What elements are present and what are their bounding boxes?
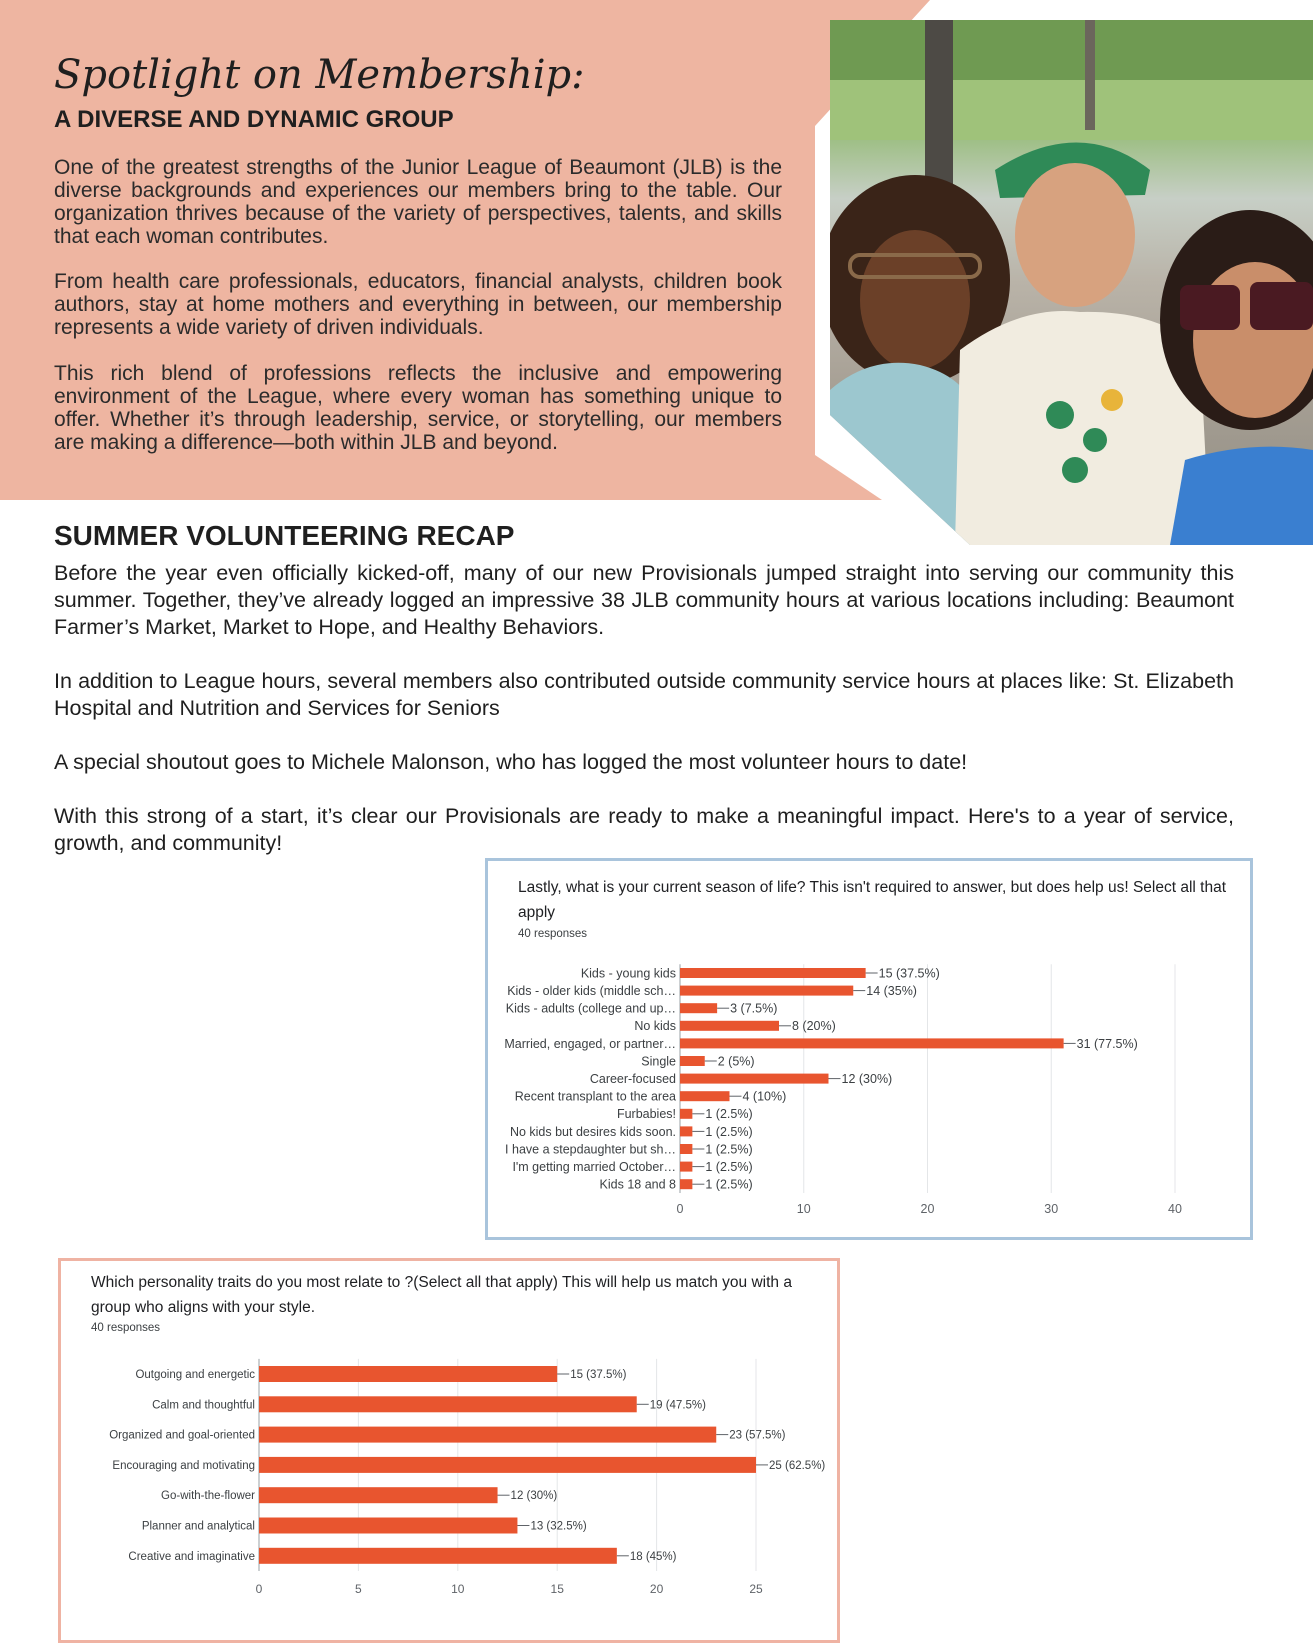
recap-heading: SUMMER VOLUNTEERING RECAP	[54, 520, 515, 551]
data-label: 18 (45%)	[629, 1550, 677, 1563]
bar	[259, 1366, 557, 1382]
bar	[259, 1427, 716, 1443]
chart-response-count: 40 responses	[518, 928, 588, 940]
spotlight-paragraph: One of the greatest strengths of the Junior League of Beaumont (JLB) is the diverse backgrounds and experiences our members bring to the table. Our organization thrives because of the variety of perspectives, talents, and skills that each woman contributes.	[54, 156, 782, 248]
x-tick-label: 20	[649, 1581, 664, 1596]
bar	[259, 1457, 756, 1473]
bar	[680, 1003, 717, 1013]
category-label: Recent transplant to the area	[514, 1089, 676, 1104]
data-label: 12 (30%)	[510, 1490, 558, 1503]
data-label: 23 (57.5%)	[729, 1429, 786, 1442]
category-label: Kids - older kids (middle sch…	[507, 983, 676, 998]
season-of-life-bar-chart	[488, 861, 1250, 1237]
data-label: 1 (2.5%)	[705, 1107, 753, 1122]
data-label: 19 (47.5%)	[649, 1399, 706, 1412]
bar	[680, 1109, 692, 1119]
x-tick-label: 10	[451, 1581, 465, 1596]
bar	[680, 1162, 692, 1172]
data-label: 13 (32.5%)	[530, 1520, 587, 1533]
category-label: No kids	[634, 1019, 676, 1034]
recap-paragraph: Before the year even officially kicked-off, many of our new Provisionals jumped straight into serving our community this summer. Together, they’ve already logged an impressive 38 JLB community hours at various locations including: Beaumont Farmer’s Market, Market to Hope, and Healthy Behaviors.	[54, 561, 1234, 639]
x-tick-label: 25	[749, 1581, 763, 1596]
data-label: 15 (37.5%)	[570, 1369, 627, 1382]
season-of-life-chart-panel	[485, 858, 1253, 1240]
spotlight-paragraph: From health care professionals, educators, financial analysts, children book authors, stay at home mothers and everything in between, our membership represents a wide variety of driven individuals.	[54, 270, 782, 339]
bar	[680, 1074, 829, 1084]
data-label: 2 (5%)	[717, 1054, 755, 1069]
bar	[680, 1056, 705, 1066]
category-label: Go-with-the-flower	[161, 1490, 255, 1503]
category-label: Organized and goal-oriented	[109, 1429, 255, 1442]
category-label: Encouraging and motivating	[112, 1459, 255, 1472]
x-tick-label: 0	[676, 1202, 684, 1216]
data-label: 1 (2.5%)	[705, 1142, 753, 1157]
category-label: Single	[641, 1054, 676, 1069]
bar	[680, 1179, 692, 1189]
spotlight-paragraph: This rich blend of professions reflects the inclusive and empowering environment of the League, where every woman has something unique to offer. Whether it’s through leadership, service, or storytelling, our members are making a difference—both within JLB and beyond.	[54, 362, 782, 454]
chart-question-title: Which personality traits do you most relate to ?(Select all that apply) This will help us match you with a group who aligns with your style.	[91, 1274, 792, 1316]
spotlight-script-title: Spotlight on Membership:	[54, 52, 585, 98]
recap-paragraph: A special shoutout goes to Michele Malonson, who has logged the most volunteer hours to date!	[54, 750, 968, 774]
recap-paragraph: In addition to League hours, several members also contributed outside community service hours at places like: St. Elizabeth Hospital and Nutrition and Services for Seniors	[54, 669, 1234, 720]
data-label: 1 (2.5%)	[705, 1177, 753, 1192]
category-label: Kids - young kids	[580, 966, 676, 981]
bar	[259, 1396, 637, 1412]
personality-traits-bar-chart	[61, 1261, 837, 1640]
x-tick-label: 20	[920, 1202, 935, 1216]
category-label: Career-focused	[589, 1071, 676, 1086]
chart-response-count: 40 responses	[91, 1322, 161, 1334]
x-tick-label: 15	[550, 1581, 564, 1596]
bar	[680, 1126, 692, 1136]
data-label: 8 (20%)	[792, 1019, 836, 1034]
spotlight-subtitle: A DIVERSE AND DYNAMIC GROUP	[54, 106, 454, 133]
bar	[680, 1021, 779, 1031]
recap-paragraph: With this strong of a start, it’s clear our Provisionals are ready to make a meaningful impact. Here's to a year of service, growth, and community!	[54, 804, 1234, 855]
bar	[680, 1091, 730, 1101]
x-tick-label: 10	[796, 1202, 811, 1216]
data-label: 14 (35%)	[866, 983, 917, 998]
x-tick-label: 40	[1168, 1202, 1182, 1216]
category-label: Calm and thoughtful	[152, 1399, 255, 1412]
data-label: 1 (2.5%)	[705, 1159, 753, 1174]
x-tick-label: 30	[1044, 1202, 1059, 1216]
bar	[259, 1518, 517, 1534]
category-label: Planner and analytical	[141, 1520, 255, 1533]
bar	[259, 1548, 617, 1564]
bar	[680, 986, 853, 996]
x-tick-label: 0	[255, 1581, 263, 1596]
category-label: Kids - adults (college and up…	[505, 1001, 676, 1016]
bar	[259, 1487, 498, 1503]
bar	[680, 1144, 692, 1154]
members-group-photo	[830, 20, 1313, 545]
category-label: I have a stepdaughter but sh…	[505, 1142, 676, 1157]
bar	[680, 968, 866, 978]
data-label: 12 (30%)	[841, 1071, 893, 1086]
category-label: Kids 18 and 8	[599, 1177, 676, 1192]
x-tick-label: 5	[355, 1581, 362, 1596]
category-label: Outgoing and energetic	[135, 1369, 255, 1382]
chart-question-title: Lastly, what is your current season of life? This isn't required to answer, but does help us! Select all that apply	[518, 879, 1227, 921]
data-label: 31 (77.5%)	[1076, 1036, 1138, 1051]
data-label: 4 (10%)	[742, 1089, 787, 1104]
data-label: 15 (37.5%)	[878, 966, 940, 981]
category-label: Furbabies!	[616, 1107, 676, 1122]
data-label: 1 (2.5%)	[705, 1124, 753, 1139]
bar	[680, 1038, 1064, 1048]
data-label: 25 (62.5%)	[769, 1459, 826, 1472]
category-label: Creative and imaginative	[128, 1550, 255, 1563]
category-label: No kids but desires kids soon.	[509, 1124, 676, 1139]
members-photo-illustration	[830, 20, 1313, 545]
data-label: 3 (7.5%)	[730, 1001, 778, 1016]
personality-traits-chart-panel	[58, 1258, 840, 1643]
category-label: I'm getting married October…	[512, 1159, 676, 1174]
category-label: Married, engaged, or partner…	[504, 1036, 676, 1051]
